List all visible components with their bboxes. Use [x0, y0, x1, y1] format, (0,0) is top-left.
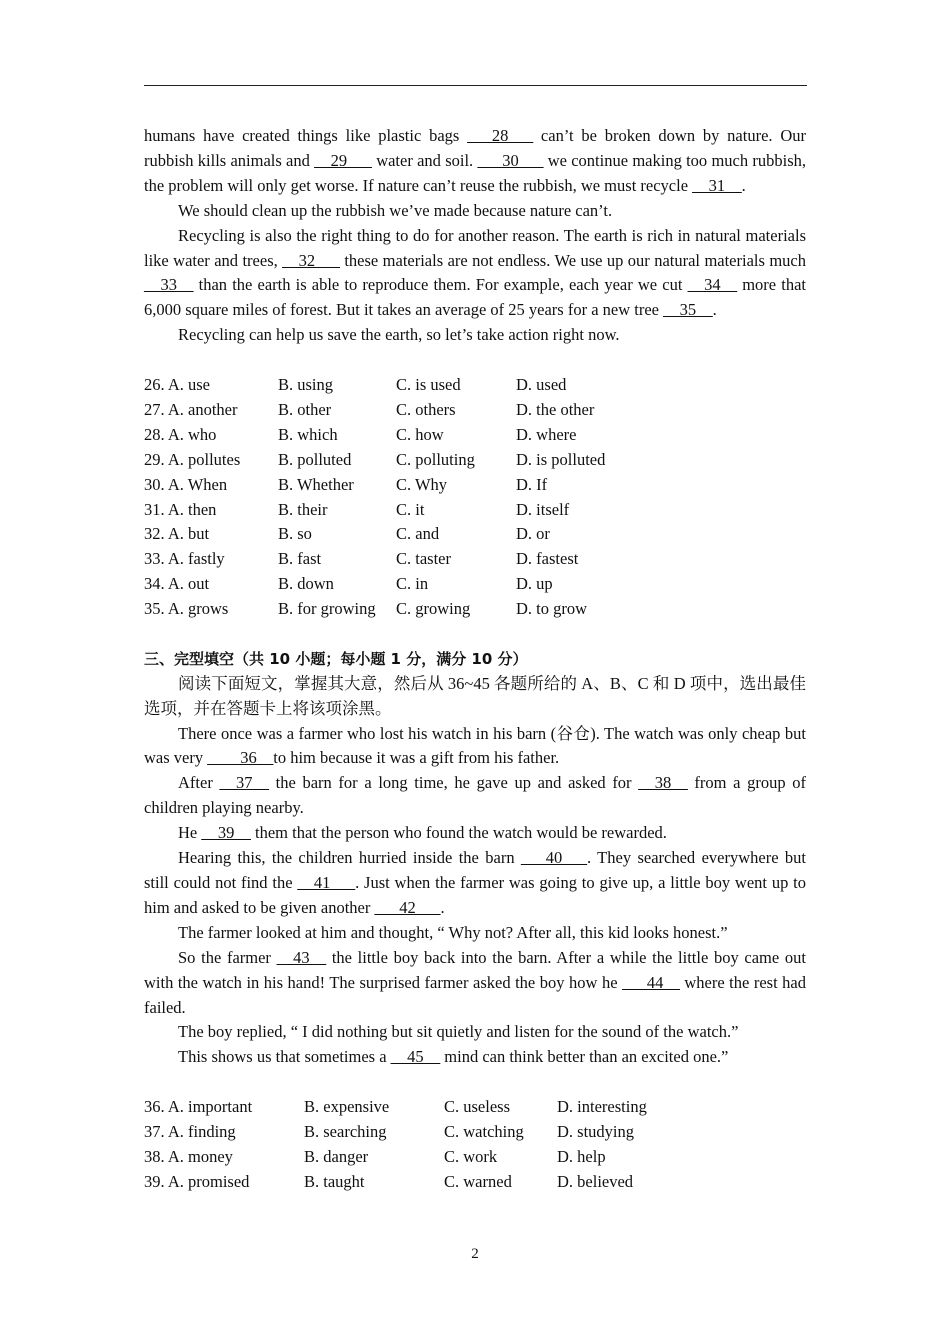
option-b: B. danger [304, 1146, 369, 1166]
passage2-paragraph [144, 846, 806, 921]
option-d: D. the other [516, 399, 595, 419]
answer-blank: __32___ [282, 250, 340, 270]
option-b: B. expensive [304, 1097, 390, 1117]
option-row [144, 1120, 806, 1145]
option-c: C. watching [444, 1122, 524, 1142]
option-a: 26. A. use [144, 375, 210, 395]
option-row [144, 1095, 806, 1120]
option-row [144, 448, 806, 473]
paragraph-text: Hearing this, the children hurried inside the barn [178, 848, 521, 868]
answer-blank: __34__ [687, 275, 738, 295]
passage2-paragraph: The boy replied, “ I did nothing but sit quietly and listen for the sound of the watch.” [178, 1022, 739, 1042]
option-d: D. itself [516, 499, 570, 519]
option-c: C. warned [444, 1171, 512, 1191]
option-a: 27. A. another [144, 399, 238, 419]
paragraph-text: humans have created things like plastic bags [144, 126, 468, 145]
option-a: 35. A. grows [144, 599, 229, 619]
option-a: 33. A. fastly [144, 549, 225, 569]
answer-blank: ___30___ [477, 150, 544, 170]
option-d: D. If [516, 474, 548, 494]
header-rule [144, 85, 807, 86]
option-d: D. fastest [516, 549, 579, 569]
option-c: C. it [396, 499, 425, 519]
paragraph-text: where the rest had failed. [144, 972, 806, 1017]
paragraph-text: He [178, 823, 202, 843]
option-b: B. for growing [278, 599, 376, 619]
option-b: B. polluted [278, 449, 352, 469]
option-c: C. polluting [396, 449, 475, 469]
paragraph-text: water and soil. [371, 150, 478, 170]
document-body [144, 124, 806, 1195]
option-d: D. used [516, 375, 567, 395]
answer-blank: ___44__ [622, 972, 680, 992]
paragraph-text: the barn for a long time, he gave up and asked for [268, 773, 639, 793]
option-d: D. or [516, 524, 550, 544]
paragraph-text: the little boy back into the barn. After a while the little boy came out with the watch in his hand! The surprised farmer asked the boy how he [144, 947, 806, 992]
paragraph-text: . Just when the farmer was going to give up, a little boy went up to him and asked to be given another [144, 873, 806, 917]
answer-blank: __45__ [390, 1047, 441, 1067]
paragraph-text: Recycling is also the right thing to do for another reason. The earth is rich in natural materials like water and trees, [144, 225, 806, 270]
option-b: B. using [278, 375, 334, 395]
option-c: C. is used [396, 375, 461, 395]
answer-blank: ___42___ [374, 897, 441, 917]
answer-blank: __39__ [201, 823, 251, 843]
option-d: D. help [557, 1146, 606, 1166]
option-b: B. which [278, 424, 338, 444]
paragraph-text: . [440, 897, 445, 917]
paragraph-text: than the earth is able to reproduce them. For example, each year we cut [193, 275, 688, 295]
passage1-paragraph: We should clean up the rubbish we’ve made because nature can’t. [178, 200, 613, 220]
option-d: D. interesting [557, 1097, 647, 1117]
option-b: B. their [278, 499, 328, 519]
answer-blank: __37__ [219, 773, 269, 793]
option-row [144, 547, 806, 572]
passage1-paragraph [144, 224, 806, 324]
option-a: 28. A. who [144, 424, 217, 444]
answer-blank: ___28___ [467, 126, 534, 145]
passage2-paragraph: The farmer looked at him and thought, “ Why not? After all, this kid looks honest.” [178, 922, 728, 942]
section-heading: 三、完型填空（共 10 小题；每小题 1 分，满分 10 分） [144, 649, 528, 668]
options-list-36-45 [144, 1095, 806, 1195]
option-c: C. taster [396, 549, 451, 569]
option-row [144, 373, 806, 398]
option-a: 37. A. finding [144, 1122, 236, 1142]
option-c: C. Why [396, 474, 448, 494]
answer-blank: __31__ [692, 175, 742, 195]
option-a: 36. A. important [144, 1097, 253, 1117]
option-b: B. searching [304, 1122, 387, 1142]
answer-blank: ___40___ [520, 848, 587, 868]
option-c: C. and [396, 524, 440, 544]
page-number: 2 [471, 1246, 479, 1262]
option-d: D. studying [557, 1122, 635, 1142]
option-a: 34. A. out [144, 574, 210, 594]
paragraph-text: these materials are not endless. We use up our natural materials much [339, 250, 806, 270]
option-d: D. is polluted [516, 449, 606, 469]
paragraph-text: more that 6,000 square miles of forest. But it takes an average of 25 years for a new tree [144, 275, 806, 320]
paragraph-text: . [741, 175, 746, 195]
options-list-26-35 [144, 373, 806, 622]
answer-blank: __41___ [297, 873, 356, 892]
paragraph-text: mind can think better than an excited one.” [440, 1047, 729, 1067]
paragraph-text: . [712, 300, 717, 320]
answer-blank: ____36__ [207, 748, 274, 768]
option-a: 29. A. pollutes [144, 449, 241, 469]
option-a: 32. A. but [144, 524, 210, 544]
passage2-paragraph [144, 771, 806, 821]
option-c: C. how [396, 424, 444, 444]
option-b: B. taught [304, 1171, 365, 1191]
passage2-paragraph [144, 722, 806, 772]
paragraph-text: . They searched everywhere but still could not find the [144, 848, 806, 892]
option-d: D. believed [557, 1171, 634, 1191]
answer-blank: __43__ [276, 947, 327, 967]
paragraph-text: them that the person who found the watch would be rewarded. [250, 823, 667, 843]
option-b: B. down [278, 574, 334, 594]
paragraph-text: This shows us that sometimes a [178, 1047, 391, 1067]
option-a: 30. A. When [144, 474, 228, 494]
option-c: C. useless [444, 1097, 510, 1117]
passage1-paragraph: Recycling can help us save the earth, so let’s take action right now. [178, 325, 620, 345]
option-row [144, 423, 806, 448]
option-row [144, 572, 806, 597]
section-instruction: 阅读下面短文，掌握其大意，然后从 36~45 各题所给的 A、B、C 和 D 项中，选出最佳选项，并在答题卡上将该项涂黑。 [144, 673, 806, 718]
paragraph-text: can’t be broken down by nature. Our rubbish kills animals and [144, 126, 806, 170]
option-row [144, 398, 806, 423]
option-c: C. growing [396, 599, 471, 619]
option-b: B. Whether [278, 474, 354, 494]
option-d: D. to grow [516, 599, 588, 619]
option-d: D. where [516, 424, 577, 444]
option-d: D. up [516, 574, 553, 594]
passage2-paragraph [144, 1045, 806, 1070]
option-b: B. fast [278, 549, 322, 569]
option-row [144, 522, 806, 547]
option-a: 39. A. promised [144, 1171, 250, 1191]
answer-blank: __33__ [144, 275, 194, 295]
option-row [144, 498, 806, 523]
option-row [144, 473, 806, 498]
paragraph-text: So the farmer [178, 947, 277, 967]
answer-blank: __38__ [638, 773, 688, 793]
option-b: B. so [278, 524, 312, 544]
option-a: 31. A. then [144, 499, 217, 519]
option-b: B. other [278, 399, 332, 419]
answer-blank: __35__ [663, 300, 713, 320]
option-row [144, 1145, 806, 1170]
passage2-paragraph [144, 946, 806, 1021]
paragraph-text: There once was a farmer who lost his watch in his barn (谷仓). The watch was only cheap but was very [144, 723, 806, 768]
paragraph-text: we continue making too much rubbish, the problem will only get worse. If nature can’t reuse the rubbish, we must recycle [144, 150, 807, 195]
option-c: C. others [396, 399, 456, 419]
paragraph-text: After [178, 773, 220, 793]
option-row [144, 1170, 806, 1195]
answer-blank: __29___ [314, 150, 372, 170]
passage2-paragraph [144, 821, 806, 846]
option-a: 38. A. money [144, 1146, 233, 1166]
option-c: C. in [396, 574, 429, 594]
paragraph-text: to him because it was a gift from his father. [273, 748, 560, 768]
option-row [144, 597, 806, 622]
passage1-paragraph [144, 124, 806, 199]
paragraph-text: from a group of children playing nearby. [144, 773, 806, 818]
option-c: C. work [444, 1146, 498, 1166]
